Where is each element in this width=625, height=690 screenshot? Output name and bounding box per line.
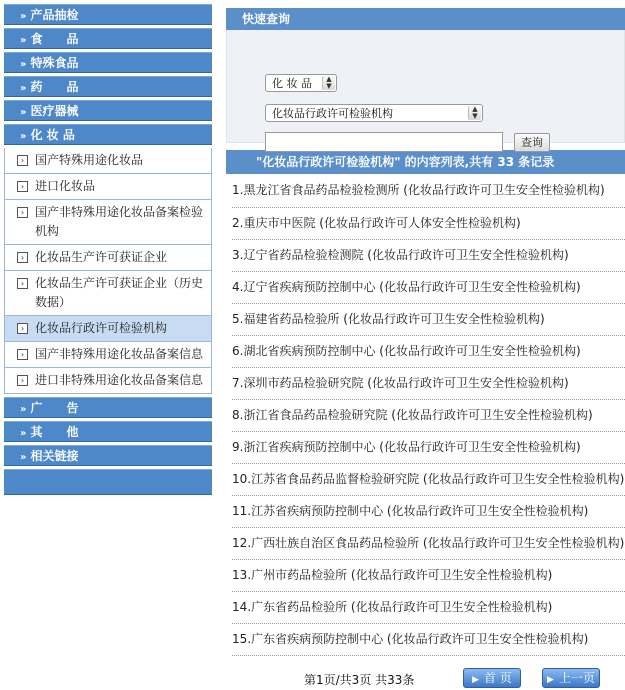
double-chevron-icon: » [20,428,27,439]
submenu-item-domestic-special-cosmetics[interactable] [5,148,211,174]
main-content [226,8,625,687]
double-chevron-icon: » [20,83,27,94]
list-item[interactable]: 11.江苏省疾病预防控制中心 (化妆品行政许可卫生安全性检验机构) [232,496,625,528]
list-item[interactable]: 14.广东省药品检验所 (化妆品行政许可卫生安全性检验机构) [232,592,625,624]
nav-category-label: 药 品 [30,80,79,94]
select-caret-icon: ▲ ▼ [468,106,481,120]
expand-box-icon: › [17,278,28,289]
query-button[interactable]: 查询 [514,133,550,152]
double-chevron-icon: » [20,59,27,70]
expand-box-icon: › [17,349,28,360]
nav-category-ads[interactable] [4,397,212,418]
double-chevron-icon: » [20,452,27,463]
submenu-item-domestic-nonspecial-records[interactable] [5,342,211,368]
nav-category-food[interactable] [4,28,212,49]
nav-category-label: 相关链接 [30,449,79,463]
nav-category-medical-devices[interactable] [4,100,212,121]
sidebar [4,4,212,495]
submenu-item-label: 国产特殊用途化妆品 [35,153,144,167]
first-page-label: 首 页 [484,671,512,685]
list-item[interactable]: 15.广东省疾病预防控制中心 (化妆品行政许可卫生安全性检验机构) [232,624,625,656]
expand-box-icon: › [17,252,28,263]
category-select-value: 化 妆 品 [272,77,312,90]
submenu-item-label: 化妆品行政许可检验机构 [35,321,168,335]
submenu-item-label: 进口非特殊用途化妆品备案信息 [35,373,204,387]
keyword-input[interactable] [265,132,503,152]
category-select[interactable] [265,74,337,92]
expand-box-icon: › [17,323,28,334]
nav-category-other[interactable] [4,421,212,442]
double-chevron-icon: » [20,11,27,22]
list-item[interactable]: 8.浙江省食品药品检验研究院 (化妆品行政许可卫生安全性检验机构) [232,400,625,432]
submenu-item-licensed-producers-history[interactable] [5,271,211,316]
submenu-item-admin-license-labs[interactable] [5,316,211,342]
results-list [226,174,625,656]
double-chevron-icon: » [20,35,27,46]
submenu-item-label: 化妆品生产许可获证企业 [35,250,168,264]
submenu-item-imported-cosmetics[interactable] [5,174,211,200]
double-chevron-icon: » [20,131,27,142]
nav-category-label: 化 妆 品 [30,128,75,142]
submenu-item-label: 国产非特殊用途化妆品备案检验机构 [35,205,204,238]
pagination-info: 第1页/共3页 共33条 [304,673,415,687]
list-item[interactable]: 2.重庆市中医院 (化妆品行政许可人体安全性检验机构) [232,208,625,240]
subcategory-select-value: 化妆品行政许可检验机构 [272,107,393,120]
expand-box-icon: › [17,207,28,218]
list-item[interactable]: 10.江苏省食品药品监督检验研究院 (化妆品行政许可卫生安全性检验机构) [232,464,625,496]
play-icon: ▶ [472,675,480,685]
nav-category-links[interactable] [4,445,212,466]
list-item[interactable]: 4.辽宁省疾病预防控制中心 (化妆品行政许可卫生安全性检验机构) [232,272,625,304]
select-caret-icon: ▲ ▼ [322,76,335,90]
double-chevron-icon: » [20,404,27,415]
list-item[interactable]: 7.深圳市药品检验研究院 (化妆品行政许可卫生安全性检验机构) [232,368,625,400]
play-icon: ▶ [547,675,554,685]
list-item[interactable]: 12.广西壮族自治区食品药品检验所 (化妆品行政许可卫生安全性检验机构) [232,528,625,560]
subcategory-select[interactable] [265,104,483,122]
nav-category-label: 食 品 [30,32,79,46]
expand-box-icon: › [17,375,28,386]
expand-box-icon: › [17,181,28,192]
nav-category-label: 其 他 [30,425,79,439]
submenu-item-domestic-nonspecial-record-labs[interactable] [5,200,211,245]
first-page-button[interactable] [463,668,521,688]
submenu-item-label: 国产非特殊用途化妆品备案信息 [35,347,204,361]
nav-category-drugs[interactable] [4,76,212,97]
nav-category-label: 产品抽检 [30,8,79,22]
nav-category-cosmetics[interactable] [4,124,212,145]
list-item[interactable]: 5.福建省药品检验所 (化妆品行政许可卫生安全性检验机构) [232,304,625,336]
sidebar-footer-bar [4,469,212,495]
submenu-item-licensed-producers[interactable] [5,245,211,271]
submenu-item-label: 进口化妆品 [35,179,96,193]
list-item[interactable]: 3.辽宁省药品检验检测院 (化妆品行政许可卫生安全性检验机构) [232,240,625,272]
expand-box-icon: › [17,155,28,166]
list-item[interactable]: 13.广州市药品检验所 (化妆品行政许可卫生安全性检验机构) [232,560,625,592]
nav-category-special-food[interactable] [4,52,212,73]
results-header: "化妆品行政许可检验机构" 的内容列表,共有 33 条记录 [226,150,625,174]
nav-category-label: 特殊食品 [30,56,79,70]
nav-category-product-inspection[interactable] [4,4,212,25]
submenu-item-imported-nonspecial-records[interactable] [5,368,211,394]
pagination [226,668,625,690]
prev-page-button[interactable] [542,668,600,688]
nav-category-label: 广 告 [30,401,79,415]
double-chevron-icon: » [20,107,27,118]
submenu-item-label: 化妆品生产许可获证企业（历史数据） [35,276,204,309]
cosmetics-submenu [4,148,212,394]
nav-category-label: 医疗器械 [30,104,79,118]
list-item[interactable]: 6.湖北省疾病预防控制中心 (化妆品行政许可卫生安全性检验机构) [232,336,625,368]
quick-search-panel [226,30,625,149]
prev-page-label: 上一页 [558,671,595,685]
list-item[interactable]: 9.浙江省疾病预防控制中心 (化妆品行政许可卫生安全性检验机构) [232,432,625,464]
list-item[interactable]: 1.黑龙江省食品药品检验检测所 (化妆品行政许可卫生安全性检验机构) [232,174,625,208]
quick-search-title: 快速查询 [226,8,625,30]
